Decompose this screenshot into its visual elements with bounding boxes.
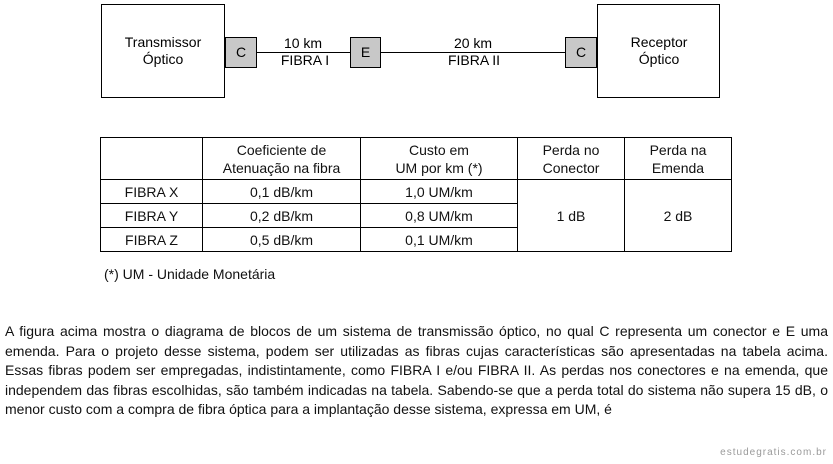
table-header-row [101, 138, 732, 180]
transmitter-label-line1: Transmissor [124, 34, 202, 50]
row-cost: 0,8 UM/km [361, 204, 518, 228]
row-attenuation: 0,5 dB/km [203, 228, 361, 252]
fiber1-length: 10 km [283, 35, 323, 51]
row-name: FIBRA Y [101, 204, 203, 228]
watermark: estudegratis.com.br [720, 447, 827, 458]
connector-left-label: C [235, 44, 247, 60]
splice-loss-value: 2 dB [625, 180, 732, 252]
connector-loss-value: 1 dB [518, 180, 625, 252]
fiber2-length: 20 km [453, 35, 493, 51]
header-connector-loss: Perda no Conector [518, 138, 625, 180]
row-cost: 1,0 UM/km [361, 180, 518, 204]
header-splice-loss: Perda na Emenda [625, 138, 732, 180]
connector-right-label: C [575, 44, 587, 60]
splice-label: E [360, 44, 371, 60]
fiber1-name: FIBRA I [280, 52, 330, 68]
question-text: A figura acima mostra o diagrama de blocos de um sistema de transmissão óptico, no qual C representa um conector e E uma emenda. Para o projeto desse sistema, podem ser utilizadas as fibras cujas características são apresentadas na tabela acima. Essas fibras podem ser empregadas, indistintamente, como FIBRA I e/ou FIBRA II. As perdas nos conectores e na emenda, que independem das fibras escolhidas, são também indicadas na tabela. Sabendo-se que a perda total do sistema não supera 15 dB, o menor custo com a compra de fibra óptica para a implantação desse sistema, expressa em UM, é [5, 323, 828, 418]
header-attenuation: Coeficiente de Atenuação na fibra [203, 138, 361, 180]
row-name: FIBRA Z [101, 228, 203, 252]
row-cost: 0,1 UM/km [361, 228, 518, 252]
footnote: (*) UM - Unidade Monetária [104, 266, 276, 282]
row-attenuation: 0,1 dB/km [203, 180, 361, 204]
receiver-label-line2: Óptico [638, 51, 680, 67]
receiver-label-line1: Receptor [630, 34, 688, 50]
header-cost: Custo em UM por km (*) [361, 138, 518, 180]
fiber-spec-table [100, 137, 732, 252]
row-name: FIBRA X [101, 180, 203, 204]
row-attenuation: 0,2 dB/km [203, 204, 361, 228]
header-empty-cell [101, 138, 203, 180]
fiber2-name: FIBRA II [447, 52, 501, 68]
block-diagram [0, 0, 833, 130]
table-row [101, 180, 732, 204]
transmitter-label-line2: Óptico [142, 51, 184, 67]
